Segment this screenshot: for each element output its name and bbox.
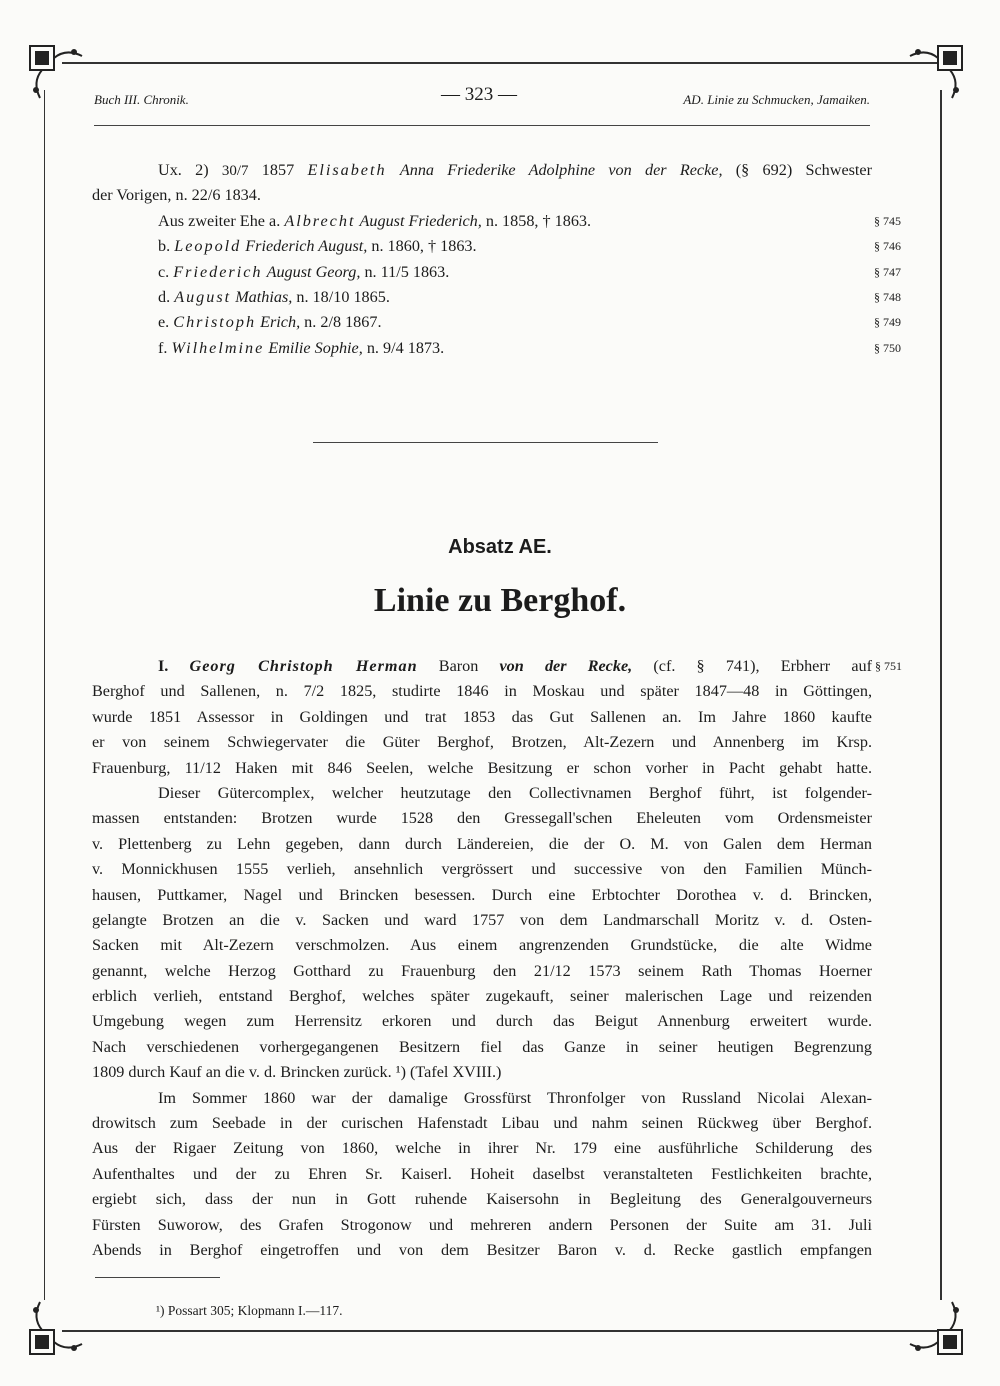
frame-bottom-line bbox=[62, 1330, 938, 1332]
text-line: Fürsten Suworow, des Grafen Strogonow und mehreren andern Personen der Suite am 31. Juli bbox=[92, 1215, 872, 1234]
child-entry: f. Wilhelmine Emilie Sophie, n. 9/4 1873. § 750 bbox=[92, 336, 872, 361]
header-right: AD. Linie zu Schmucken, Jamaiken. bbox=[683, 92, 870, 107]
text-line: massen entstanden: Brotzen wurde 1528 den Gressegall'schen Eheleuten vom Ordensmeister bbox=[92, 809, 872, 828]
body-text bbox=[92, 654, 902, 1263]
text-line: v. Monnickhusen 1555 verlieh, ansehnlich vergrössert und successive von den Familien Münch- bbox=[92, 860, 872, 879]
section-separator bbox=[313, 442, 658, 443]
text-line: hausen, Puttkamer, Nagel und Brincken besessen. Durch eine Erbtochter Dorothea v. d. Brincken, bbox=[92, 885, 872, 904]
running-header bbox=[94, 84, 870, 114]
top-entries bbox=[92, 158, 901, 361]
entry-ux-line2: der Vorigen, n. 22/6 1834. bbox=[92, 186, 261, 205]
frame-right-line bbox=[940, 90, 942, 1300]
paragraph-ref: § 746 bbox=[874, 239, 901, 254]
paragraph-ref: § 748 bbox=[874, 289, 901, 304]
ornament-corner-bottom-right bbox=[904, 1296, 968, 1360]
text-line: v. Plettenberg zu Lehn gegeben, dann durch Ländereien, die der O. M. von Galen dem Herman bbox=[92, 834, 872, 853]
text-line: Frauenburg, 11/12 Haken mit 846 Seelen, welche Besitzung er schon vorher in Pacht gehabt hatte. bbox=[92, 758, 872, 777]
text-line: drowitsch zum Seebade in der curischen Hafenstadt Libau und nahm seinen Rückweg über Berghof. bbox=[92, 1114, 872, 1133]
text-line: genannt, welche Herzog Gotthard zu Frauenburg den 21/12 1573 seinem Rath Thomas Hoerner bbox=[92, 961, 872, 980]
entry-ux-line1: Ux. 2) 30/7 1857 Elisabeth Anna Friederike Adolphine von der Recke, (§ 692) Schwester bbox=[158, 161, 873, 179]
text-line: Im Sommer 1860 war der damalige Grossfürst Thronfolger von Russland Nicolai Alexan- bbox=[158, 1088, 872, 1107]
footnote: ¹) Possart 305; Klopmann I.—117. bbox=[156, 1303, 343, 1318]
paragraph-ref: § 745 bbox=[874, 213, 901, 228]
text-line: wurde 1851 Assessor in Goldingen und trat 1853 das Gut Sallenen an. Im Jahre 1860 kaufte bbox=[92, 707, 872, 726]
frame-top-line bbox=[62, 62, 938, 64]
text-line: Dieser Gütercomplex, welcher heutzutage den Collectivnamen Berghof führt, ist folgender- bbox=[158, 783, 872, 802]
section-title: Linie zu Berghof. bbox=[373, 582, 627, 619]
child-entry: d. August Mathias, n. 18/10 1865. § 748 bbox=[92, 285, 872, 310]
absatz-heading: Absatz AE. bbox=[448, 536, 552, 558]
child-entry: Aus zweiter Ehe a. Albrecht August Friederich, n. 1858, † 1863. § 745 bbox=[92, 209, 872, 234]
p1-first-line: I. Georg Christoph Herman Baron von der Recke, (cf. § 741), Erbherr auf § 751 bbox=[92, 654, 872, 679]
header-left: Buch III. Chronik. bbox=[94, 92, 189, 107]
footnote-rule bbox=[95, 1277, 220, 1278]
text-line: Berghof und Sallenen, n. 7/2 1825, studirte 1846 in Moskau und später 1847—48 in Göttingen, bbox=[92, 682, 872, 701]
ornament-corner-top-left bbox=[24, 40, 88, 104]
paragraph-ref: § 747 bbox=[874, 264, 901, 279]
child-entry: e. Christoph Erich, n. 2/8 1867. § 749 bbox=[92, 310, 872, 335]
text-line: Aus der Rigaer Zeitung von 1860, welche in ihrer Nr. 179 eine ausführliche Schilderung des bbox=[92, 1139, 872, 1158]
text-line: Nach verschiedenen vorhergegangenen Besitzern fiel das Ganze in seiner heutigen Begrenzung bbox=[92, 1037, 872, 1056]
paragraph-ref: § 749 bbox=[874, 315, 901, 330]
text-line: er von seinem Schwiegervater die Güter Berghof, Brotzen, Alt-Zezern und Annenberg im Krsp. bbox=[92, 733, 872, 752]
text-line: Sacken mit Alt-Zezern verschmolzen. Aus einem angrenzenden Grundstücke, die alte Widme bbox=[92, 936, 872, 955]
text-line: Umgebung wegen zum Herrensitz erkoren und durch das Beigut Annenburg erweitert wurde. bbox=[92, 1012, 872, 1031]
child-entry: b. Leopold Friederich August, n. 1860, † 1863. § 746 bbox=[92, 234, 872, 259]
text-line: 1809 durch Kauf an die v. d. Brincken zurück. ¹) (Tafel XVIII.) bbox=[92, 1063, 502, 1082]
frame-left-line bbox=[44, 90, 45, 1300]
child-entry: c. Friederich August Georg, n. 11/5 1863. § 747 bbox=[92, 260, 872, 285]
paragraph-ref: § 751 bbox=[875, 659, 902, 673]
text-line: Aufenthaltes und der zu Ehren Sr. Kaiserl. Hoheit daselbst veranstalteten Festlichkeiten brachte, bbox=[92, 1164, 872, 1183]
ornament-corner-bottom-left bbox=[24, 1296, 88, 1360]
text-line: Abends in Berghof eingetroffen und von dem Besitzer Baron v. d. Recke gastlich empfangen bbox=[92, 1240, 872, 1259]
text-line: erblich verlieh, entstand Berghof, welches später zugekauft, seiner malerischen Lage und reizenden bbox=[92, 987, 872, 1006]
text-line: gelangte Brotzen an die v. Sacken und ward 1757 von dem Landmarschall Moritz v. d. Osten- bbox=[92, 910, 872, 929]
page-number: — 323 — bbox=[441, 84, 517, 105]
ornament-corner-top-right bbox=[904, 40, 968, 104]
text-line: ergiebt sich, dass der nun in Gott ruhende Kaisersohn in Begleitung des Generalgouverneurs bbox=[92, 1190, 872, 1209]
paragraph-ref: § 750 bbox=[874, 340, 901, 355]
header-rule bbox=[94, 125, 870, 126]
